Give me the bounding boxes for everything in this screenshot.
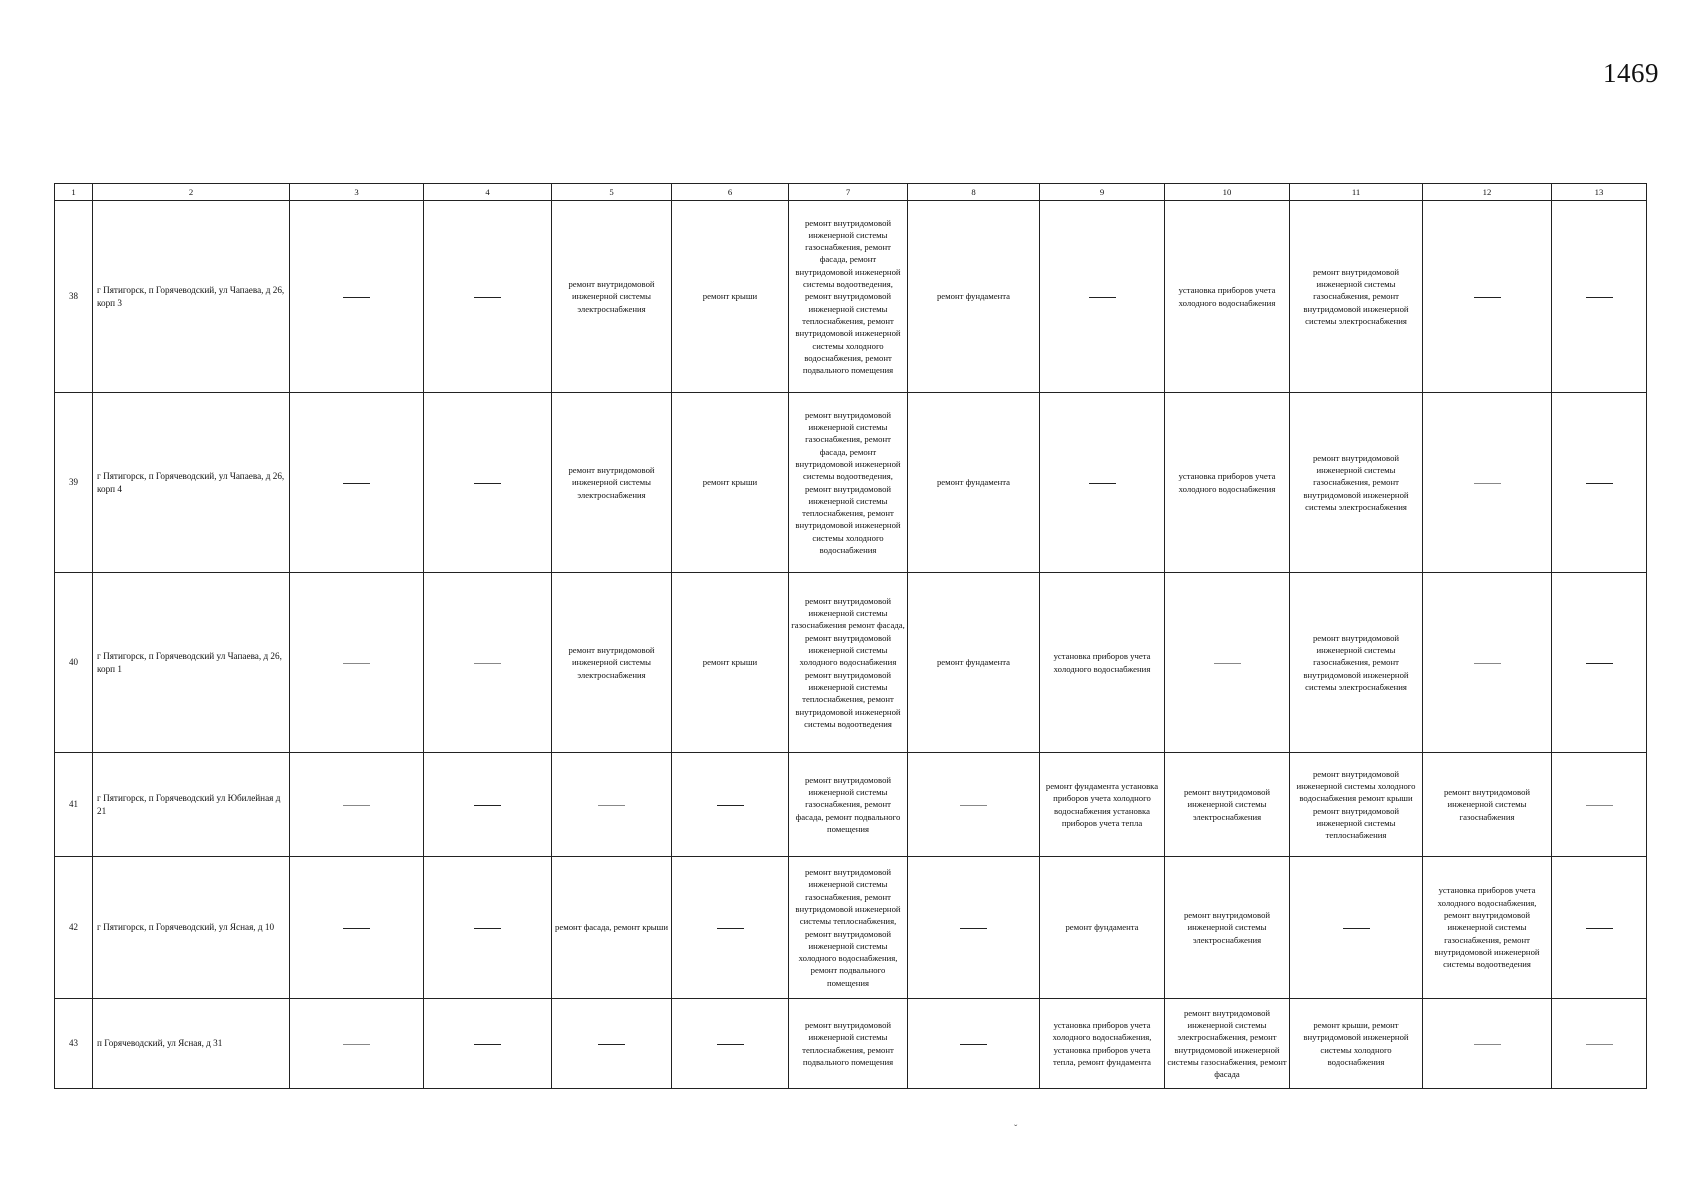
dash-mark (1089, 297, 1116, 298)
column-header: 3 (290, 184, 424, 201)
dash-mark (960, 928, 987, 929)
dash-mark (1586, 805, 1613, 806)
dash-mark (343, 297, 370, 298)
work-cell: ремонт внутридомовой инженерной системы теплоснабжения, ремонт подвального помещения (789, 999, 908, 1089)
dash-mark (1214, 663, 1241, 664)
work-cell: ремонт внутридомовой инженерной системы электроснабжения (552, 201, 672, 393)
column-number-row (55, 184, 1647, 201)
work-cell: ремонт фундамента (1040, 857, 1165, 999)
empty-cell (1290, 857, 1423, 999)
empty-cell (1552, 393, 1647, 573)
table-row (55, 857, 1647, 999)
column-header: 1 (55, 184, 93, 201)
table-row (55, 573, 1647, 753)
row-number: 43 (55, 999, 93, 1089)
empty-cell (424, 999, 552, 1089)
work-cell: установка приборов учета холодного водоснабжения (1040, 573, 1165, 753)
dash-mark (1343, 928, 1370, 929)
empty-cell (908, 857, 1040, 999)
work-cell: ремонт внутридомовой инженерной системы газоснабжения, ремонт внутридомовой инженерной системы теплоснабжения, ремонт внутридомовой инженерной системы холодного водоснабжения, ремонт подвального помещения (789, 857, 908, 999)
table-row (55, 753, 1647, 857)
page-number: 1469 (1603, 58, 1659, 88)
dash-mark (598, 1044, 625, 1045)
work-cell: ремонт крыши, ремонт внутридомовой инженерной системы холодного водоснабжения (1290, 999, 1423, 1089)
empty-cell (1552, 857, 1647, 999)
dash-mark (598, 805, 625, 806)
empty-cell (424, 201, 552, 393)
dash-mark (1586, 663, 1613, 664)
column-header: 5 (552, 184, 672, 201)
empty-cell (672, 857, 789, 999)
dash-mark (343, 483, 370, 484)
dash-mark (717, 928, 744, 929)
dash-mark (960, 1044, 987, 1045)
work-cell: ремонт внутридомовой инженерной системы газоснабжения (1423, 753, 1552, 857)
empty-cell (1552, 573, 1647, 753)
work-cell: ремонт фундамента (908, 393, 1040, 573)
dash-mark (474, 663, 501, 664)
column-header: 2 (93, 184, 290, 201)
empty-cell (1165, 573, 1290, 753)
dash-mark (1474, 297, 1501, 298)
column-header: 12 (1423, 184, 1552, 201)
work-cell: установка приборов учета холодного водоснабжения, установка приборов учета тепла, ремонт фундамента (1040, 999, 1165, 1089)
empty-cell (1040, 393, 1165, 573)
row-number: 41 (55, 753, 93, 857)
work-cell: ремонт внутридомовой инженерной системы электроснабжения, ремонт внутридомовой инженерной системы газоснабжения, ремонт фасада (1165, 999, 1290, 1089)
column-header: 11 (1290, 184, 1423, 201)
dash-mark (474, 1044, 501, 1045)
table-row (55, 393, 1647, 573)
column-header: 13 (1552, 184, 1647, 201)
dash-mark (1586, 297, 1613, 298)
work-cell: ремонт фундамента (908, 573, 1040, 753)
work-cell: ремонт внутридомовой инженерной системы холодного водоснабжения ремонт крыши ремонт внутридомовой инженерной системы теплоснабжения (1290, 753, 1423, 857)
work-cell: ремонт крыши (672, 573, 789, 753)
dash-mark (1474, 483, 1501, 484)
dash-mark (1586, 1044, 1613, 1045)
work-cell: ремонт внутридомовой инженерной системы газоснабжения ремонт фасада, ремонт внутридомовой инженерной системы холодного водоснабжения ремонт внутридомовой инженерной системы теплоснабжения, ремонт внутридомовой инженерной системы водоотведения (789, 573, 908, 753)
work-cell: ремонт крыши (672, 393, 789, 573)
work-cell: установка приборов учета холодного водоснабжения (1165, 393, 1290, 573)
column-header: 7 (789, 184, 908, 201)
dash-mark (1474, 663, 1501, 664)
row-number: 40 (55, 573, 93, 753)
repair-schedule-table (54, 183, 1647, 1089)
empty-cell (290, 393, 424, 573)
row-number: 39 (55, 393, 93, 573)
address-cell: г Пятигорск, п Горячеводский, ул Чапаева, д 26, корп 3 (93, 201, 290, 393)
work-cell: ремонт крыши (672, 201, 789, 393)
empty-cell (424, 393, 552, 573)
dash-mark (1586, 928, 1613, 929)
address-cell: г Пятигорск, п Горячеводский ул Юбилейная д 21 (93, 753, 290, 857)
address-cell: г Пятигорск, п Горячеводский, ул Чапаева, д 26, корп 4 (93, 393, 290, 573)
dash-mark (1474, 1044, 1501, 1045)
dash-mark (474, 928, 501, 929)
empty-cell (1552, 201, 1647, 393)
work-cell: ремонт внутридомовой инженерной системы газоснабжения, ремонт внутридомовой инженерной системы электроснабжения (1290, 573, 1423, 753)
column-header: 8 (908, 184, 1040, 201)
empty-cell (290, 201, 424, 393)
work-cell: ремонт внутридомовой инженерной системы электроснабжения (552, 393, 672, 573)
empty-cell (908, 753, 1040, 857)
work-cell: ремонт внутридомовой инженерной системы электроснабжения (1165, 857, 1290, 999)
work-cell: ремонт внутридомовой инженерной системы электроснабжения (552, 573, 672, 753)
dash-mark (343, 928, 370, 929)
table-row (55, 201, 1647, 393)
dash-mark (343, 663, 370, 664)
empty-cell (552, 999, 672, 1089)
empty-cell (424, 857, 552, 999)
empty-cell (672, 753, 789, 857)
column-header: 9 (1040, 184, 1165, 201)
dash-mark (1089, 483, 1116, 484)
column-header: 4 (424, 184, 552, 201)
empty-cell (424, 753, 552, 857)
work-cell: ремонт внутридомовой инженерной системы газоснабжения, ремонт фасада, ремонт внутридомовой инженерной системы водоотведения, ремонт внутридомовой инженерной системы теплоснабжения, ремонт внутридомовой инженерной системы холодного водоснабжения (789, 393, 908, 573)
empty-cell (1552, 999, 1647, 1089)
work-cell: установка приборов учета холодного водоснабжения (1165, 201, 1290, 393)
empty-cell (290, 753, 424, 857)
dash-mark (343, 1044, 370, 1045)
empty-cell (672, 999, 789, 1089)
column-header: 6 (672, 184, 789, 201)
table-row (55, 999, 1647, 1089)
dash-mark (474, 483, 501, 484)
work-cell: ремонт внутридомовой инженерной системы газоснабжения, ремонт внутридомовой инженерной системы электроснабжения (1290, 393, 1423, 573)
empty-cell (1552, 753, 1647, 857)
empty-cell (1423, 999, 1552, 1089)
work-cell: ремонт фасада, ремонт крыши (552, 857, 672, 999)
work-cell: ремонт фундамента (908, 201, 1040, 393)
empty-cell (1040, 201, 1165, 393)
empty-cell (290, 857, 424, 999)
column-header: 10 (1165, 184, 1290, 201)
row-number: 38 (55, 201, 93, 393)
address-cell: п Горячеводский, ул Ясная, д 31 (93, 999, 290, 1089)
row-number: 42 (55, 857, 93, 999)
empty-cell (1423, 201, 1552, 393)
work-cell: ремонт внутридомовой инженерной системы газоснабжения, ремонт фасада, ремонт внутридомовой инженерной системы водоотведения, ремонт внутридомовой инженерной системы теплоснабжения, ремонт внутридомовой инженерной системы холодного водоснабжения, ремонт подвального помещения (789, 201, 908, 393)
dash-mark (1586, 483, 1613, 484)
work-cell: ремонт внутридомовой инженерной системы газоснабжения, ремонт внутридомовой инженерной системы электроснабжения (1290, 201, 1423, 393)
empty-cell (1423, 393, 1552, 573)
dash-mark (717, 805, 744, 806)
dash-mark (474, 805, 501, 806)
work-cell: ремонт внутридомовой инженерной системы электроснабжения (1165, 753, 1290, 857)
work-cell: установка приборов учета холодного водоснабжения, ремонт внутридомовой инженерной системы газоснабжения, ремонт внутридомовой инженерной системы водоотведения (1423, 857, 1552, 999)
empty-cell (552, 753, 672, 857)
empty-cell (290, 999, 424, 1089)
empty-cell (290, 573, 424, 753)
work-cell: ремонт фундамента установка приборов учета холодного водоснабжения установка приборов учета тепла (1040, 753, 1165, 857)
empty-cell (908, 999, 1040, 1089)
address-cell: г Пятигорск, п Горячеводский ул Чапаева, д 26, корп 1 (93, 573, 290, 753)
empty-cell (1423, 573, 1552, 753)
dash-mark (960, 805, 987, 806)
empty-cell (424, 573, 552, 753)
dash-mark (474, 297, 501, 298)
address-cell: г Пятигорск, п Горячеводский, ул Ясная, д 10 (93, 857, 290, 999)
dash-mark (343, 805, 370, 806)
work-cell: ремонт внутридомовой инженерной системы газоснабжения, ремонт фасада, ремонт подвального помещения (789, 753, 908, 857)
scan-speck: ˇ (1014, 1124, 1018, 1135)
dash-mark (717, 1044, 744, 1045)
